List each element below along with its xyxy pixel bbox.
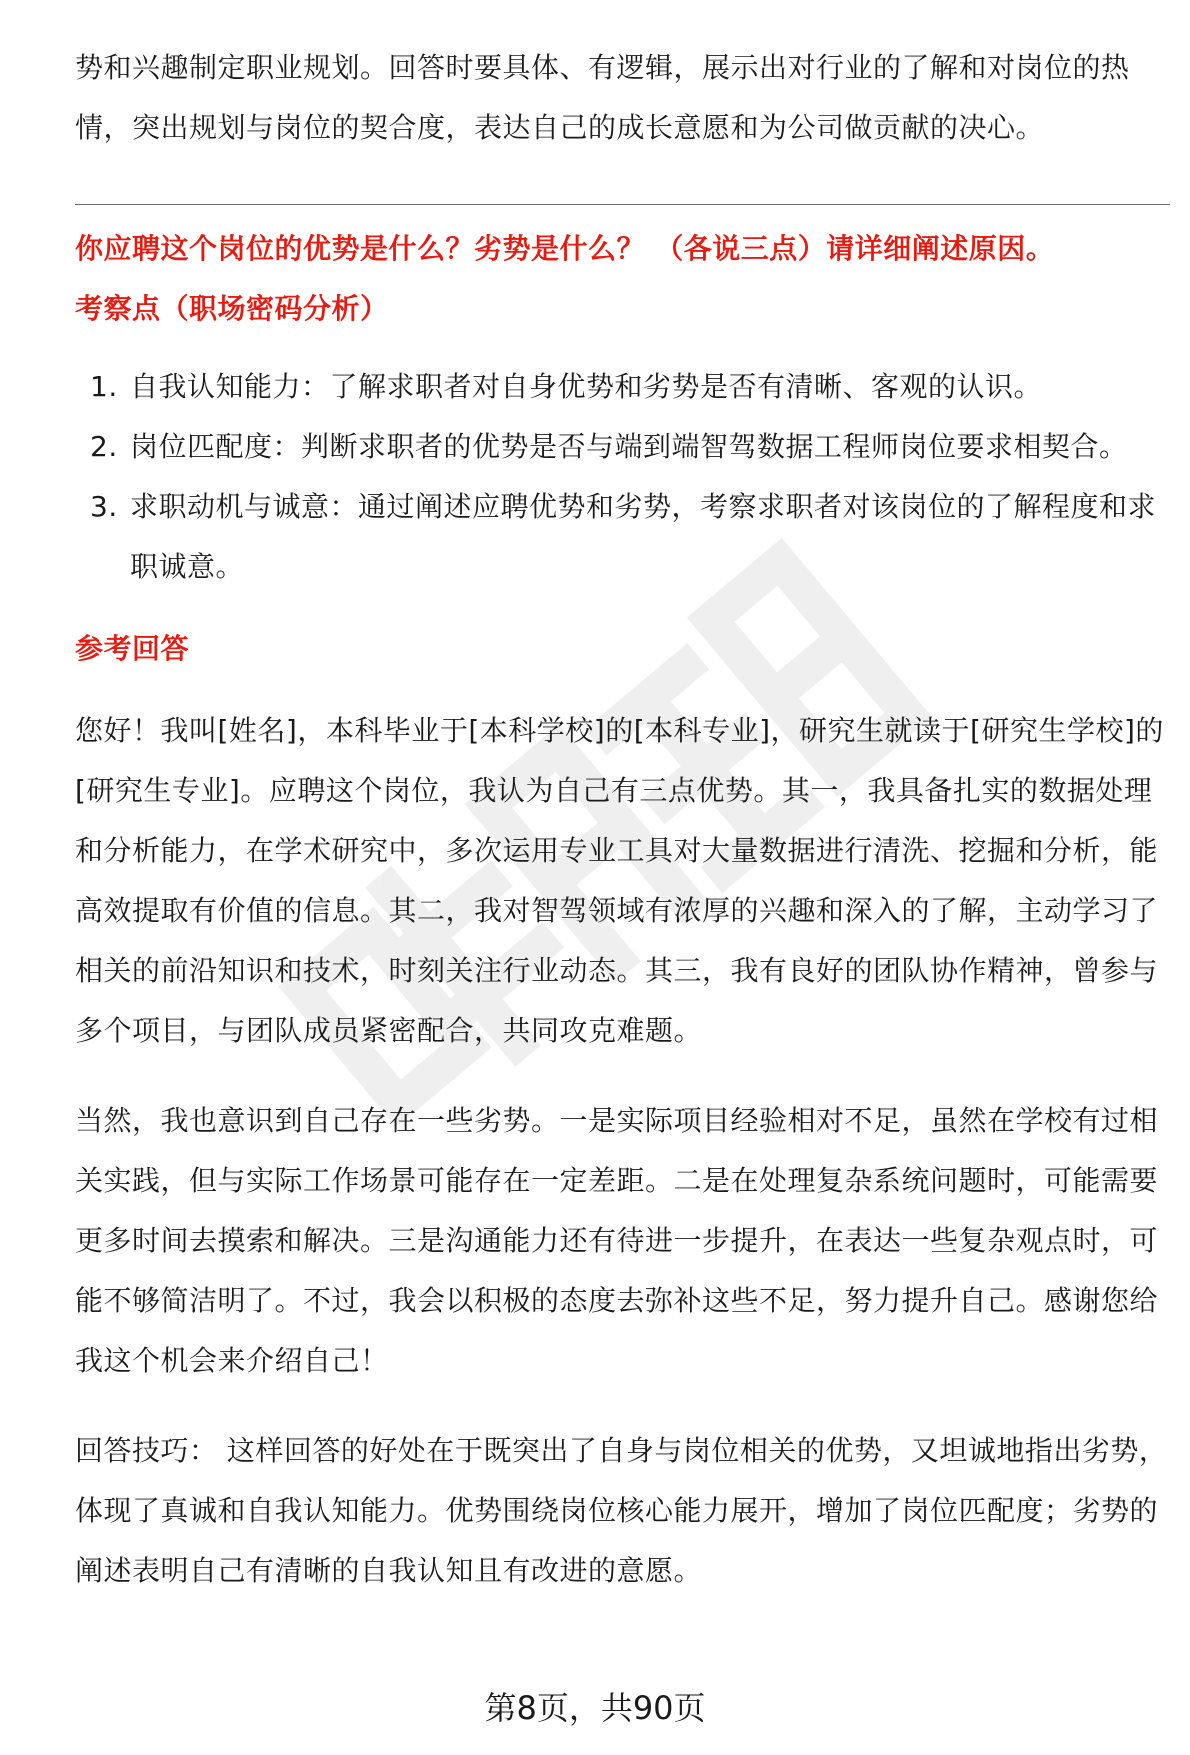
document-page: [75, 38, 1175, 1601]
list-item-number: 3.: [90, 490, 118, 523]
list-item-text: 岗位匹配度：判断求职者的优势是否与端到端智驾数据工程师岗位要求相契合。: [130, 430, 1128, 463]
list-item: [75, 417, 1175, 477]
exam-points-list: [75, 357, 1175, 597]
intro-continuation: 势和兴趣制定职业规划。回答时要具体、有逻辑，展示出对行业的了解和对岗位的热情，突出规划与岗位的契合度，表达自己的成长意愿和为公司做贡献的决心。: [75, 51, 1130, 144]
list-item-number: 1.: [90, 370, 118, 403]
list-item: [75, 357, 1175, 417]
list-item: [75, 477, 1175, 597]
reference-answer-heading: 参考回答: [75, 632, 190, 665]
answer-paragraph-weaknesses: 当然，我也意识到自己存在一些劣势。一是实际项目经验相对不足，虽然在学校有过相关实践，但与实际工作场景可能存在一定差距。二是在处理复杂系统问题时，可能需要更多时间去摸索和解决。三是沟通能力还有待进一步提升，在表达一些复杂观点时，可能不够简洁明了。不过，我会以积极的态度去弥补这些不足，努力提升自己。感谢您给我这个机会来介绍自己！: [75, 1104, 1159, 1377]
answer-tips-paragraph: 回答技巧： 这样回答的好处在于既突出了自身与岗位相关的优势，又坦诚地指出劣势，体现了真诚和自我认知能力。优势围绕岗位核心能力展开，增加了岗位匹配度；劣势的阐述表明自己有清晰的自我认知且有改进的意愿。: [75, 1434, 1168, 1587]
answer-paragraph-strengths: 您好！我叫[姓名]，本科毕业于[本科学校]的[本科专业]，研究生就读于[研究生学校]的[研究生专业]。应聘这个岗位，我认为自己有三点优势。其一，我具备扎实的数据处理和分析能力，在学术研究中，多次运用专业工具对大量数据进行清洗、挖掘和分析，能高效提取有价值的信息。其二，我对智驾领域有浓厚的兴趣和深入的了解，主动学习了相关的前沿知识和技术，时刻关注行业动态。其三，我有良好的团队协作精神，曾参与多个项目，与团队成员紧密配合，共同攻克难题。: [75, 714, 1164, 1047]
section-divider: [75, 204, 1170, 205]
exam-points-heading: 考察点（职场密码分析）: [75, 292, 389, 325]
list-item-text: 求职动机与诚意：通过阐述应聘优势和劣势，考察求职者对该岗位的了解程度和求职诚意。: [130, 490, 1157, 583]
question-title: 你应聘这个岗位的优势是什么？劣势是什么？ （各说三点）请详细阐述原因。: [75, 232, 1055, 265]
list-item-number: 2.: [90, 430, 118, 463]
page-footer: 第8页，共90页: [484, 1689, 706, 1727]
list-item-text: 自我认知能力：了解求职者对自身优势和劣势是否有清晰、客观的认识。: [130, 370, 1043, 403]
